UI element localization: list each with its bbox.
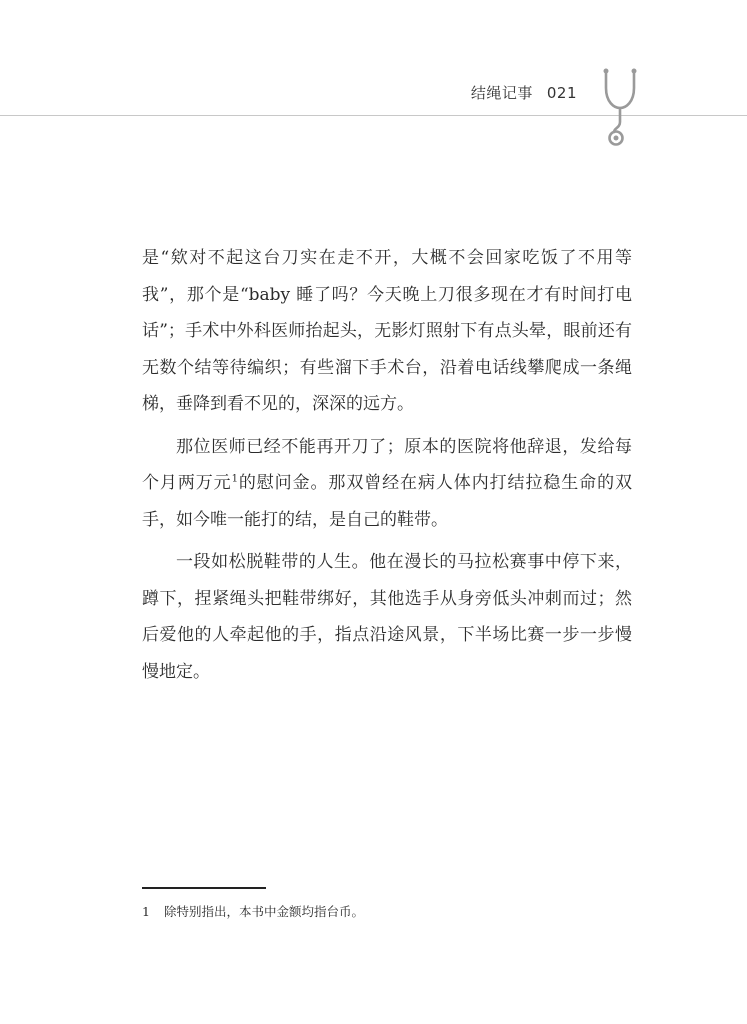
stethoscope-icon [600,66,640,150]
paragraph [142,429,632,539]
body-text [142,240,632,696]
paragraph: 一段如松脱鞋带的人生。他在漫长的马拉松赛事中停下来，蹲下，捏紧绳头把鞋带绑好，其他选手从身旁低头冲刺而过；然后爱他的人牵起他的手，指点沿途风景，下半场比赛一步一步慢慢地定。 [142,552,632,682]
footnote-rule [142,887,266,889]
paragraph-text: 的慰问金。那双曾经在病人体内打结拉稳生命的双手，如今唯一能打的结，是自己的鞋带。 [142,473,633,530]
page-number: 021 [546,84,577,102]
footnote-reference[interactable]: 1 [231,473,238,485]
paragraph-text: 那位医师已经不能再开刀了；原本的医院将他辞退，发给每个月两万元 [142,436,632,493]
chapter-title: 结绳记事 [470,84,533,102]
footnote [142,902,364,920]
paragraph: 是“欸对不起这台刀实在走不开，大概不会回家吃饭了不用等我”，那个是“baby 睡了吗？今天晚上刀很多现在才有时间打电话”；手术中外科医师抬起头，无影灯照射下有点头晕，眼前还有无数个结等待编织；有些溜下手术台，沿着电话线攀爬成一条绳梯，垂降到看不见的，深深的远方。 [142,248,632,414]
footnote-text: 除特别指出，本书中金额均指台币。 [164,904,365,919]
running-header [471,82,577,103]
footnote-number: 1 [142,904,150,919]
